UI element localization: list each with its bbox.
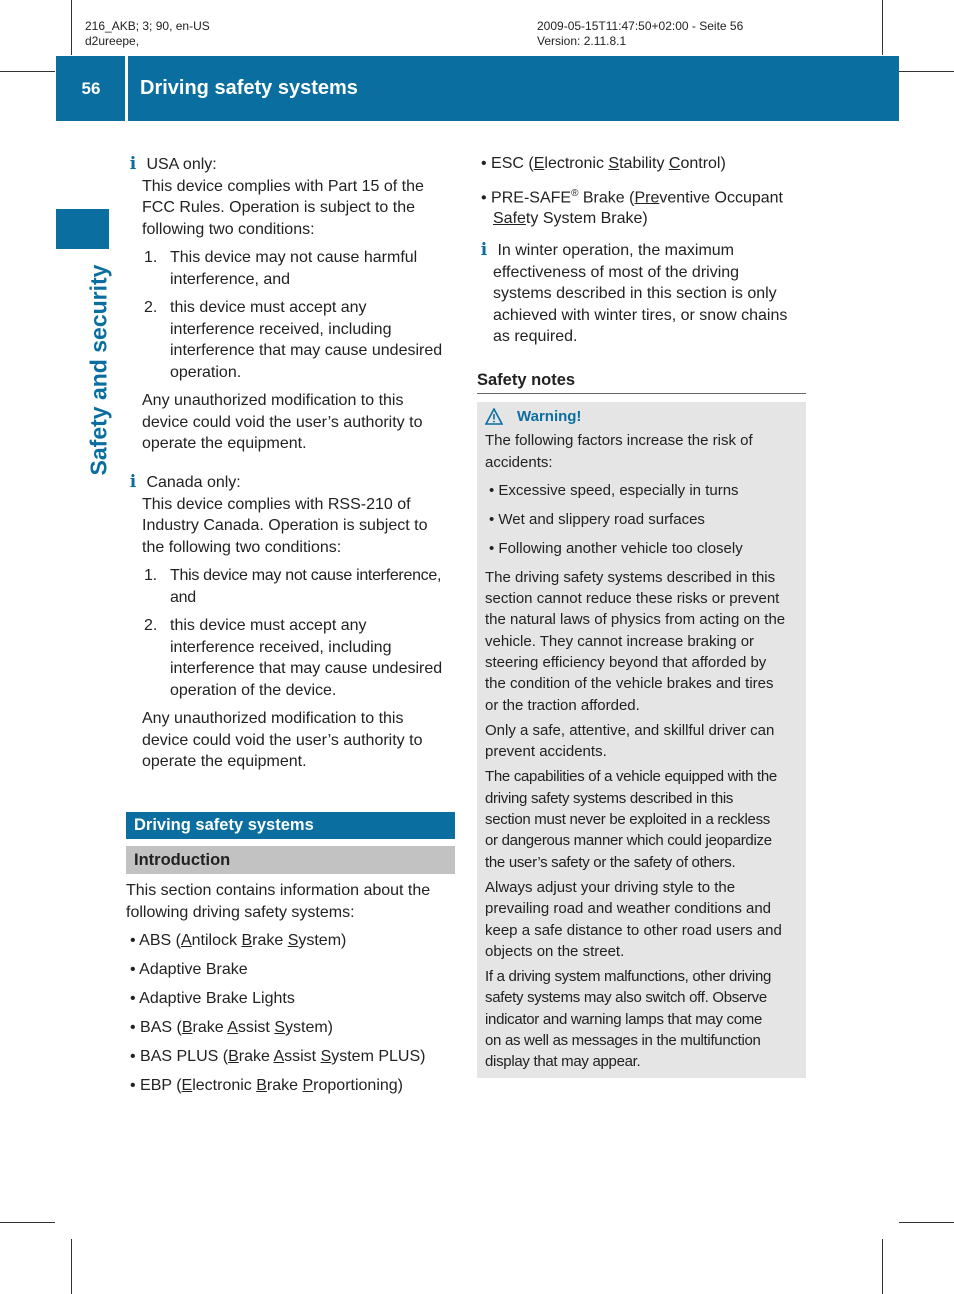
text-line: The driving safety systems described in this bbox=[485, 568, 776, 586]
page-title: Driving safety systems bbox=[140, 77, 358, 99]
text-line: In winter operation, the maximum bbox=[497, 242, 734, 259]
info-outro bbox=[126, 708, 456, 773]
text-line: The following factors increase the risk of bbox=[485, 432, 753, 450]
list-item: • BAS PLUS (Brake Assist System PLUS) bbox=[130, 1048, 426, 1065]
list-item: • Adaptive Brake bbox=[130, 961, 248, 978]
underlined-letter: B bbox=[181, 1019, 193, 1036]
text-line: operate the equipment. bbox=[142, 753, 307, 770]
warning-title: Warning! bbox=[517, 408, 582, 425]
underlined-letter: S bbox=[608, 155, 620, 172]
print-meta-left bbox=[85, 19, 210, 49]
text-line: If a driving system malfunctions, other driving bbox=[485, 968, 772, 986]
text-line: FCC Rules. Operation is subject to the bbox=[142, 199, 416, 216]
crop-mark bbox=[71, 0, 72, 55]
underlined-letter: A bbox=[227, 1019, 238, 1036]
underlined-letter: P bbox=[302, 1077, 314, 1094]
underlined-letter: B bbox=[256, 1077, 267, 1094]
warning-triangle-icon bbox=[485, 408, 503, 425]
info-body bbox=[477, 262, 807, 348]
info-canada bbox=[126, 472, 456, 773]
text-line: Only a safe, attentive, and skillful driver can bbox=[485, 721, 775, 739]
item-text: BAS ( bbox=[140, 1019, 182, 1036]
info-icon: i bbox=[480, 240, 488, 260]
meta-line: d2ureepe, bbox=[85, 34, 140, 48]
item-text: roportioning bbox=[313, 1077, 398, 1094]
underlined-letter: A bbox=[180, 932, 192, 949]
list-item: • Excessive speed, especially in turns bbox=[489, 482, 739, 500]
warning-content bbox=[485, 406, 803, 1073]
text-line: vehicle. They cannot increase braking or bbox=[485, 632, 755, 650]
text-line: This device may not cause interference, bbox=[170, 567, 442, 584]
text-line: This section contains information about the bbox=[126, 882, 431, 899]
text-line: as required. bbox=[493, 328, 578, 345]
crop-mark bbox=[71, 1239, 72, 1294]
underlined-letters: Pre bbox=[634, 188, 660, 206]
item-text: Following another vehicle too closely bbox=[498, 539, 743, 557]
info-icon: i bbox=[129, 472, 137, 492]
text-line bbox=[481, 208, 808, 230]
text-line: systems described in this section is only bbox=[493, 285, 777, 302]
text-line: on as well as messages in the multifunction bbox=[485, 1032, 761, 1050]
item-text: ABS ( bbox=[139, 932, 181, 949]
item-text: Adaptive Brake Lights bbox=[139, 990, 295, 1007]
page-number: 56 bbox=[81, 78, 101, 98]
underlined-letter: S bbox=[274, 1019, 285, 1036]
item-text: ntilock bbox=[191, 932, 242, 949]
list-item: • Adaptive Brake Lights bbox=[130, 990, 295, 1007]
text-line: keep a safe distance to other road users and bbox=[485, 921, 782, 939]
text-line: This device complies with Part 15 of the bbox=[142, 177, 424, 195]
list-item bbox=[126, 247, 456, 290]
info-title: USA only: bbox=[146, 156, 217, 173]
text-line: • PRE-SAFE® Brake (Preventive Occupant bbox=[481, 187, 783, 206]
info-intro bbox=[126, 494, 456, 559]
text-line: interference received, including bbox=[170, 638, 392, 656]
text-line: steering efficiency beyond that afforded by bbox=[485, 653, 767, 671]
text-line: following driving safety systems: bbox=[126, 903, 355, 921]
crop-mark bbox=[0, 1222, 55, 1223]
text-line: and bbox=[170, 588, 196, 606]
list-item bbox=[126, 565, 456, 608]
text-line: or dangerous manner which could jeopardize bbox=[485, 832, 772, 850]
underlined-letter: B bbox=[241, 932, 253, 949]
underlined-letter: E bbox=[533, 155, 545, 172]
item-text: Brake ( bbox=[578, 188, 635, 206]
item-text: ty System Brake) bbox=[525, 210, 648, 228]
text-line: effectiveness of most of the driving bbox=[493, 263, 740, 281]
crop-mark bbox=[882, 0, 883, 55]
item-text: tability bbox=[619, 155, 669, 172]
underlined-letter: C bbox=[668, 155, 681, 172]
text-line: operation. bbox=[170, 363, 242, 381]
text-line: safety systems may also switch off. Observe bbox=[485, 989, 767, 1007]
item-text: Wet and slippery road surfaces bbox=[498, 511, 705, 529]
item-text: ) bbox=[397, 1077, 403, 1094]
underlined-letter: B bbox=[228, 1048, 239, 1065]
item-text: Adaptive Brake bbox=[139, 961, 248, 978]
crop-mark bbox=[899, 1222, 954, 1223]
info-icon: i bbox=[129, 154, 137, 174]
info-outro bbox=[126, 390, 456, 455]
crop-mark bbox=[0, 71, 55, 72]
list-item bbox=[126, 297, 456, 383]
text-line: Industry Canada. Operation is subject to bbox=[142, 517, 428, 534]
print-meta-right bbox=[537, 19, 743, 49]
list-item bbox=[478, 183, 808, 230]
text-line: operate the equipment. bbox=[142, 435, 307, 452]
item-text: ystem bbox=[285, 1019, 328, 1036]
side-tab-label: Safety and security bbox=[85, 264, 112, 476]
text-line: prevent accidents. bbox=[485, 743, 607, 761]
text-line: following two conditions: bbox=[142, 220, 315, 238]
text-line: the natural laws of physics from acting on the bbox=[485, 611, 786, 629]
text-line: section cannot reduce these risks or prevent bbox=[485, 590, 780, 608]
meta-line: Version: 2.11.8.1 bbox=[537, 34, 627, 48]
subsection-heading: Introduction bbox=[126, 846, 455, 874]
text-line: Any unauthorized modification to this bbox=[142, 710, 404, 727]
text-line: This device may not cause harmful bbox=[170, 249, 418, 266]
text-line: device could void the user’s authority to bbox=[142, 413, 423, 431]
text-line: or the traction afforded. bbox=[485, 696, 640, 714]
info-usa bbox=[126, 154, 456, 455]
text-line: driving safety systems described in this bbox=[485, 789, 734, 807]
intro-block bbox=[126, 880, 456, 1097]
text-line: indicator and warning lamps that may come bbox=[485, 1010, 763, 1028]
heading-rule bbox=[477, 393, 806, 394]
text-line: display that may appear. bbox=[485, 1053, 641, 1071]
text-line: interference, and bbox=[170, 270, 291, 288]
item-text: rake bbox=[266, 1077, 303, 1094]
underlined-letter: S bbox=[320, 1048, 332, 1065]
item-text: lectronic bbox=[544, 155, 609, 172]
item-text: ) bbox=[327, 1019, 333, 1036]
side-tab-marker bbox=[56, 209, 109, 249]
item-text: BAS PLUS ( bbox=[140, 1048, 229, 1065]
text-line: this device must accept any bbox=[170, 299, 367, 316]
list-number: 1. bbox=[144, 249, 158, 266]
item-text: ) bbox=[420, 1048, 426, 1065]
text-line: interference received, including bbox=[170, 320, 392, 338]
text-line: objects on the street. bbox=[485, 942, 625, 960]
text-line bbox=[477, 240, 807, 262]
item-text: rake bbox=[238, 1048, 274, 1065]
item-text: EBP ( bbox=[140, 1077, 182, 1094]
text-line: prevailing road and weather conditions and bbox=[485, 900, 772, 918]
header-divider bbox=[125, 56, 128, 121]
section-heading: Driving safety systems bbox=[126, 812, 455, 839]
underlined-letter: A bbox=[273, 1048, 285, 1065]
warning-paragraph bbox=[485, 966, 803, 1072]
text-line: Any unauthorized modification to this bbox=[142, 392, 404, 409]
text-line: accidents: bbox=[485, 453, 553, 471]
meta-line: 2009-05-15T11:47:50+02:00 - Seite 56 bbox=[537, 19, 744, 33]
text-line: operation of the device. bbox=[170, 681, 337, 699]
list-item: • ESC (Electronic Stability Control) bbox=[481, 155, 726, 172]
text-line: Always adjust your driving style to the bbox=[485, 878, 736, 896]
list-number: 1. bbox=[144, 567, 157, 584]
item-text: ystem PLUS bbox=[331, 1048, 421, 1065]
item-text: ventive Occupant bbox=[659, 188, 783, 206]
item-text: ssist bbox=[284, 1048, 321, 1065]
warning-paragraph bbox=[485, 720, 803, 763]
item-text: rake bbox=[192, 1019, 228, 1036]
list-item: • Wet and slippery road surfaces bbox=[489, 511, 705, 529]
info-intro bbox=[126, 176, 456, 241]
warning-intro bbox=[485, 430, 803, 473]
item-text: rake bbox=[252, 932, 288, 949]
crop-mark bbox=[899, 71, 954, 72]
info-winter bbox=[477, 240, 807, 348]
list-item bbox=[126, 615, 456, 701]
text-line: section must never be exploited in a reckless bbox=[485, 811, 770, 829]
info-title: Canada only: bbox=[146, 474, 241, 491]
warning-title-row bbox=[485, 406, 803, 427]
list-item: • BAS (Brake Assist System) bbox=[130, 1019, 333, 1036]
item-text: Excessive speed, especially in turns bbox=[498, 482, 739, 500]
item-text: ESC ( bbox=[491, 155, 534, 172]
registered-mark: ® bbox=[571, 187, 579, 199]
text-line: This device complies with RSS-210 of bbox=[142, 495, 411, 513]
text-line: this device must accept any bbox=[170, 617, 367, 634]
list-item: • EBP (Electronic Brake Proportioning) bbox=[130, 1077, 403, 1094]
item-text: lectronic bbox=[192, 1077, 257, 1094]
info-title-row bbox=[126, 472, 456, 494]
crop-mark bbox=[882, 1239, 883, 1294]
systems-list-continued bbox=[478, 153, 808, 230]
underlined-letters: Safe bbox=[493, 210, 526, 228]
warning-paragraph bbox=[485, 567, 803, 716]
text-line: interference that may cause undesired bbox=[170, 660, 443, 677]
underlined-letter: E bbox=[181, 1077, 193, 1094]
warning-paragraph bbox=[485, 766, 803, 872]
text-line: The capabilities of a vehicle equipped with the bbox=[485, 768, 777, 786]
warning-paragraph bbox=[485, 877, 803, 962]
text-line: the following two conditions: bbox=[142, 538, 342, 556]
underlined-letter: S bbox=[287, 932, 299, 949]
text-line: interference that may cause undesired bbox=[170, 342, 443, 359]
text-line: achieved with winter tires, or snow chains bbox=[493, 306, 788, 324]
list-number: 2. bbox=[144, 299, 158, 316]
item-text: ontrol) bbox=[680, 155, 726, 172]
list-item: • Following another vehicle too closely bbox=[489, 539, 743, 557]
list-item: • ABS (Antilock Brake System) bbox=[130, 932, 347, 949]
list-number: 2. bbox=[144, 617, 158, 634]
text-line: device could void the user’s authority to bbox=[142, 731, 423, 749]
item-text: ssist bbox=[237, 1019, 275, 1036]
item-text: ) bbox=[341, 932, 347, 949]
item-text: ystem bbox=[298, 932, 342, 949]
safety-notes-heading: Safety notes bbox=[477, 371, 576, 389]
item-text: PRE-SAFE bbox=[491, 188, 572, 206]
meta-line: 216_AKB; 3; 90, en-US bbox=[85, 19, 210, 33]
text-line: the user’s safety or the safety of others. bbox=[485, 853, 736, 871]
info-title-row bbox=[126, 154, 456, 176]
text-line: the condition of the vehicle brakes and tires bbox=[485, 675, 774, 693]
